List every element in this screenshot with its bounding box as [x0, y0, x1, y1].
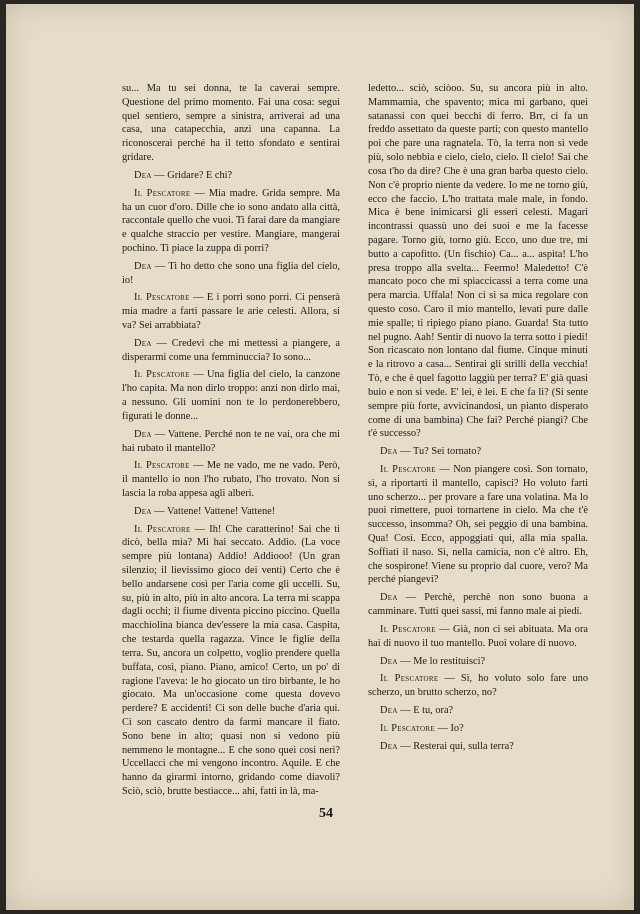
paragraph-text: — Già, non ci sei abituata. Ma ora hai di nuovo il tuo mantello. Puoi volare di nuovo.	[368, 623, 588, 649]
paragraph-text: su... Ma tu sei donna, te la caverai sempre. Questione del primo momento. Fai una cosa: segui quel sentiero, sempre a sinistra, arriverai ad una casa, una catapecchia, anzi una capanna. La riconoscerai perché ha il tetto sfondato e sentirai gridare.	[122, 83, 340, 164]
speaker-name: Il Pescatore	[134, 460, 190, 472]
paragraph	[368, 591, 588, 619]
paragraph	[122, 505, 340, 519]
paragraph	[122, 428, 340, 456]
paragraph-text: — Tu? Sei tornato?	[400, 446, 482, 458]
paragraph-text: — Io?	[437, 722, 464, 734]
paragraph-text: — Gridare? E chi?	[154, 169, 233, 181]
speaker-name: Dea	[134, 337, 152, 349]
paragraph-text: — Perchè, perchè non sono buona a camminare. Tutti quei sassi, mi fanno male ai piedi.	[368, 592, 588, 618]
left-column	[122, 82, 340, 803]
paragraph	[368, 655, 588, 669]
paragraph	[122, 260, 340, 288]
paragraph	[368, 463, 588, 587]
speaker-name: Dea	[134, 505, 152, 517]
paragraph-text: — Me lo restituisci?	[400, 655, 486, 667]
paragraph-text: — Ti ho detto che sono una figlia del cielo, io!	[122, 260, 340, 286]
speaker-name: Il Pescatore	[380, 463, 436, 475]
speaker-name: Dea	[380, 655, 398, 667]
speaker-name: Il Pescatore	[380, 623, 436, 635]
paragraph-text: — Resterai qui, sulla terra?	[400, 740, 514, 752]
speaker-name: Dea	[134, 169, 152, 181]
paragraph	[122, 523, 340, 799]
paragraph	[122, 337, 340, 365]
paragraph	[368, 672, 588, 700]
paragraph	[368, 740, 588, 754]
paragraph-text: — Non piangere così. Son tornato, sì, a riportarti il mantello, capisci? Ho voluto farti uno scherzo... per provare a fare una volatina. Ma lo puoi rimettere, puoi tornartene in cielo. Ma che t'è successo, insomma? Oh, sei peggio di una bambina. Qua! Così. Ecco, appoggiati qui, alla mia spalla. Soffiati il naso. Sì, nella camicia, non c'è altro. Eh, che sospirone! Viene su proprio dal cuore, vero? Ma perché piangevi?	[368, 463, 588, 586]
speaker-name: Dea	[380, 740, 398, 752]
paragraph-text: — Mia madre. Grida sempre. Ma ha un cuor d'oro. Dille che io sono andato alla città, raccontale quello che vuoi. Ti farai dare da mangiare e qualche straccio per vestire. Mangiare, mangerai pochino. Ti piace la zuppa di porri?	[122, 187, 340, 254]
speaker-name: Il Pescatore	[134, 187, 191, 199]
paragraph-text: — Vattene! Vattene! Vattene!	[154, 505, 276, 517]
paragraph	[368, 445, 588, 459]
paragraph-text: — Vattene. Perché non te ne vai, ora che mi hai rubato il mantello?	[122, 428, 340, 454]
paragraph-text: ledetto... sciò, sciòoo. Su, su ancora più in alto. Mammamia, che spavento; mica mi garbano, quei satanassi con quei becchi di ferro. Brr, ci fa un freddo assettato da queste parti; con questo mantello poi che pare una ragnatela. Tò, la terra non si vede più, solo nebbia e cielo, cielo, cielo. Il cielo! Sai che cosa t'ho da dire? Che è una gran barba questo cielo. Non c'è proprio niente da vedere. Io me ne torno giù, ecco che faccio. L'ho trattata male male, in fondo. Mica è bene inimicarsi gli esseri celesti. Magari incontrassi quassù uno dei suoi e me la facesse pagare. Torno giù, torno giù. Ecco, uno due tre, mi butto a capofitto. (Un fischio) Ca... a... aspita! L'ho presa troppo alla svelta... Feermo! Maledetto! C'è mancato poco che mi spiaccicassi a terra come una pera marcia. Uffala! Non ci si sa mica regolare con questo coso. Caro il mio mantello, levati pure dalle mie spalle; ti ripiego piano piano. Guarda! Sta tutto nel pugno. Aah! Sentir di nuovo la terra sotto i piedi! Son ricascato non lontano dal fiume. Cinque minuti e la ritrovo a casa... Sentirai gli strilli della vecchia! Tò, e che è quel fagotto laggiù per terra? E' già quasi buio e non si vede. E' lei, è lei. E che fa lì? (Si sente sempre più forte, avvicinandosi, un pianto disperato come di una bambina) Che fai? Perché piangi? Che t'è successo?	[368, 83, 588, 440]
paragraph-text: — Credevi che mi mettessi a piangere, a disperarmi come una femminuccia? Io sono...	[122, 337, 340, 363]
paragraph	[368, 704, 588, 718]
paragraph	[122, 291, 340, 332]
paragraph-text: — E tu, ora?	[400, 704, 454, 716]
paragraph	[122, 82, 340, 165]
speaker-name: Il Pescatore	[134, 292, 190, 304]
paragraph	[122, 459, 340, 500]
paragraph	[368, 722, 588, 736]
paragraph	[122, 169, 340, 183]
speaker-name: Dea	[134, 428, 152, 440]
speaker-name: Dea	[380, 446, 398, 458]
page-number: 54	[319, 806, 333, 821]
speaker-name: Dea	[380, 704, 398, 716]
book-page	[6, 4, 634, 910]
speaker-name: Dea	[134, 260, 152, 272]
paragraph	[122, 187, 340, 256]
paragraph	[368, 82, 588, 441]
speaker-name: Il Pescatore	[134, 369, 190, 381]
paragraph-text: — Ih! Che caratterino! Sai che ti dicò, bella mia? Mi hai seccato. Addio. (La voce sempre più lontana) Addio! Addiooo! (Un gran silenzio; il lievissimo gioco dei venti) Certo che è bello andarsene così per l'aria come gli uccelli. Su, su, più in alto, più in alto ancora. La terra mi scappa dagli occhi; il fiume diventa piccino piccino. Quella macchiolina bianca dev'essere la mia casa. Caspita, che testarda quella ragazza. Vince le figlie della terra. Su, ancora un colpetto, voglio prendere quella buffata, così, piano. Piano, amico! Certo, un po' di ragione l'aveva: le ho giocato un tiro birbante, le ho giocato. Ma un'occasione come questa dovevo perdere? E accidenti! Ci son delle buche d'aria qui. Ci son cascato dentro da farmi mancare il fiato. Sono bene in alto; quasi non si vedono più nemmeno le montagne... E che sono quei cosi neri? Uccellacci che mi vengono incontro. Aquile. E che hanno da girarmi intorno, gridando come diavoli? Sciò, sciò, brutte bestiacce... ahi, fatti in là, ma-	[122, 523, 340, 797]
speaker-name: Il Pescatore	[134, 523, 191, 535]
paragraph-text: — Sì, ho voluto solo fare uno scherzo, un brutto scherzo, no?	[368, 673, 588, 699]
paragraph	[122, 368, 340, 423]
paragraph	[368, 623, 588, 651]
speaker-name: Il Pescatore	[380, 673, 439, 685]
right-column	[368, 82, 588, 757]
speaker-name: Il Pescatore	[380, 722, 435, 734]
speaker-name: Dea	[380, 592, 398, 604]
paragraph-text: — E i porri sono porri. Ci penserà mia madre a farti passare le arie celesti. Allora, si va? Sei arrabbiata?	[122, 292, 340, 331]
paragraph-text: — Una figlia del cielo, la canzone l'ho capita. Ma non dirlo troppo: anzi non dirlo mai, a nessuno. Gli uomini non te lo perdonerebbero, figurati le donne...	[122, 369, 340, 422]
paragraph-text: — Me ne vado, me ne vado. Però, il mantello io non l'ho rubato, l'ho trovato. Non si lascia la roba appesa agli alberi.	[122, 460, 341, 499]
